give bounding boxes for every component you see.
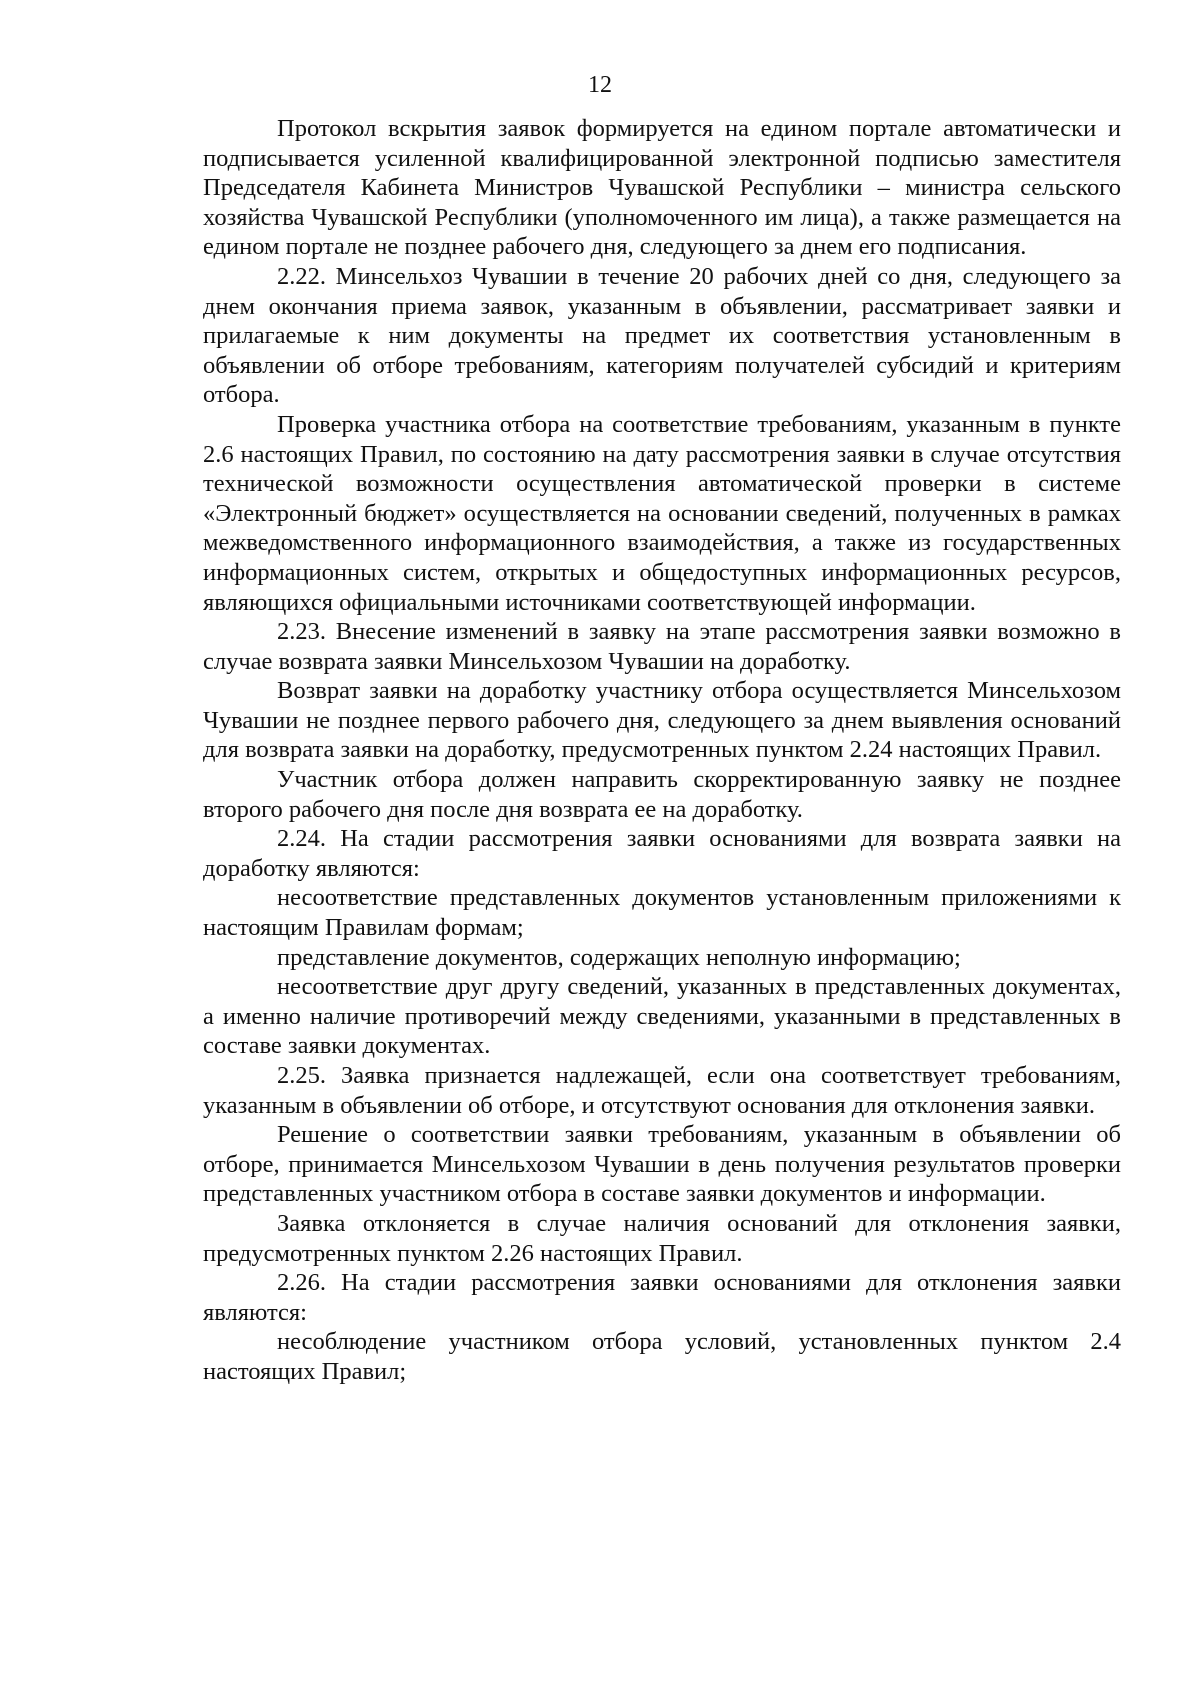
paragraph-2-24: 2.24. На стадии рассмотрения заявки основаниями для возврата заявки на доработку являются:: [203, 825, 1121, 882]
paragraph-2-25: 2.25. Заявка признается надлежащей, если она соответствует требованиям, указанным в объявлении об отборе, и отсутствуют основания для отклонения заявки.: [203, 1062, 1121, 1119]
paragraph-2-24-item-2: представление документов, содержащих неполную информацию;: [277, 943, 961, 971]
paragraph-2-24-item-3: несоответствие друг другу сведений, указанных в представленных документах, а именно наличие противоречий между сведениями, указанными в представленных в составе заявки документах.: [203, 973, 1121, 1060]
paragraph-resubmission: Участник отбора должен направить скорректированную заявку не позднее второго рабочего дня после дня возврата ее на доработку.: [203, 766, 1121, 823]
page-number: 12: [588, 72, 612, 98]
paragraph-2-24-item-1: несоответствие представленных документов установленным приложениями к настоящим Правилам формам;: [203, 884, 1121, 942]
paragraph-compliance-decision: Решение о соответствии заявки требованиям, указанным в объявлении об отборе, принимается Минсельхозом Чувашии в день получения результатов проверки представленных участником отбора в составе заявки документов и информации.: [203, 1121, 1121, 1208]
document-body: [203, 114, 1121, 1387]
paragraph-2-22: 2.22. Минсельхоз Чувашии в течение 20 рабочих дней со дня, следующего за днем окончания приема заявок, указанным в объявлении, рассматривает заявки и прилагаемые к ним документы на предмет их соответствия установленным в объявлении об отборе требованиям, категориям получателей субсидий и критериям отбора.: [203, 262, 1121, 409]
paragraph-participant-check: Проверка участника отбора на соответствие требованиям, указанным в пункте 2.6 настоящих Правил, по состоянию на дату рассмотрения заявки в случае отсутствия технической возможности осуществления автоматической проверки в системе «Электронный бюджет» осуществляется на основании сведений, полученных в рамках межведомственного информационного взаимодействия, а также из государственных информационных систем, открытых и общедоступных информационных ресурсов, являющихся официальными источниками соответствующей информации.: [203, 410, 1121, 616]
paragraph-rejection: Заявка отклоняется в случае наличия оснований для отклонения заявки, предусмотренных пунктом 2.26 настоящих Правил.: [203, 1209, 1121, 1267]
paragraph-2-23: 2.23. Внесение изменений в заявку на этапе рассмотрения заявки возможно в случае возврата заявки Минсельхозом Чувашии на доработку.: [203, 618, 1121, 675]
paragraph-protocol: Протокол вскрытия заявок формируется на едином портале автоматически и подписывается усиленной квалифицированной электронной подписью заместителя Председателя Кабинета Министров Чувашской Республики – министра сельского хозяйства Чувашской Республики (уполномоченного им лица), а также размещается на едином портале не позднее рабочего дня, следующего за днем его подписания.: [203, 115, 1121, 261]
paragraph-2-26: 2.26. На стадии рассмотрения заявки основаниями для отклонения заявки являются:: [203, 1269, 1121, 1326]
paragraph-2-26-item-1: несоблюдение участником отбора условий, установленных пунктом 2.4 настоящих Правил;: [203, 1328, 1121, 1385]
paragraph-return-for-revision: Возврат заявки на доработку участнику отбора осуществляется Минсельхозом Чувашии не позднее первого рабочего дня, следующего за днем выявления оснований для возврата заявки на доработку, предусмотренных пунктом 2.24 настоящих Правил.: [203, 677, 1121, 764]
